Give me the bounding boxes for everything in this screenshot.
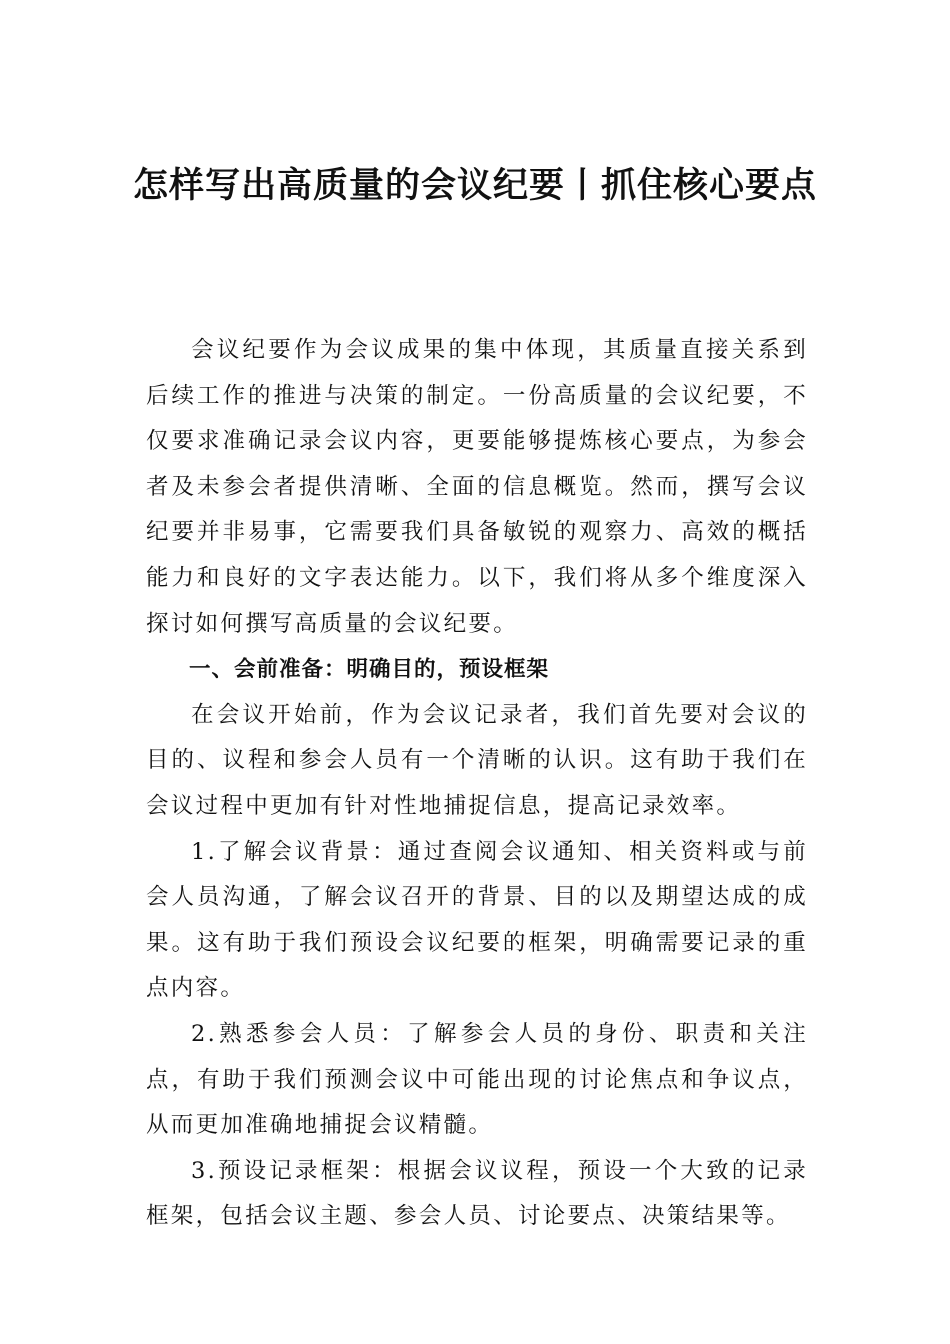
- list-item-3: 3.预设记录框架：根据会议议程，预设一个大致的记录框架，包括会议主题、参会人员、讨论要点、决策结果等。: [146, 1157, 808, 1230]
- list-item-2: 2.熟悉参会人员：了解参会人员的身份、职责和关注点，有助于我们预测会议中可能出现的讨论焦点和争议点，从而更加准确地捕捉会议精髓。: [146, 1020, 808, 1139]
- document-body: [146, 328, 808, 1240]
- section-heading: 一、会前准备：明确目的，预设框架: [189, 657, 550, 683]
- document-title: 怎样写出高质量的会议纪要丨抓住核心要点: [132, 165, 817, 206]
- list-item-1: 1.了解会议背景：通过查阅会议通知、相关资料或与前会人员沟通，了解会议召开的背景、目的以及期望达成的成果。这有助于我们预设会议纪要的框架，明确需要记录的重点内容。: [146, 838, 808, 1002]
- intro-paragraph: 会议纪要作为会议成果的集中体现，其质量直接关系到后续工作的推进与决策的制定。一份高质量的会议纪要，不仅要求准确记录会议内容，更要能够提炼核心要点，为参会者及未参会者提供清晰、全面的信息概览。然而，撰写会议纪要并非易事，它需要我们具备敏锐的观察力、高效的概括能力和良好的文字表达能力。以下，我们将从多个维度深入探讨如何撰写高质量的会议纪要。: [146, 337, 808, 637]
- section-paragraph: 在会议开始前，作为会议记录者，我们首先要对会议的目的、议程和参会人员有一个清晰的认识。这有助于我们在会议过程中更加有针对性地捕捉信息，提高记录效率。: [146, 701, 808, 819]
